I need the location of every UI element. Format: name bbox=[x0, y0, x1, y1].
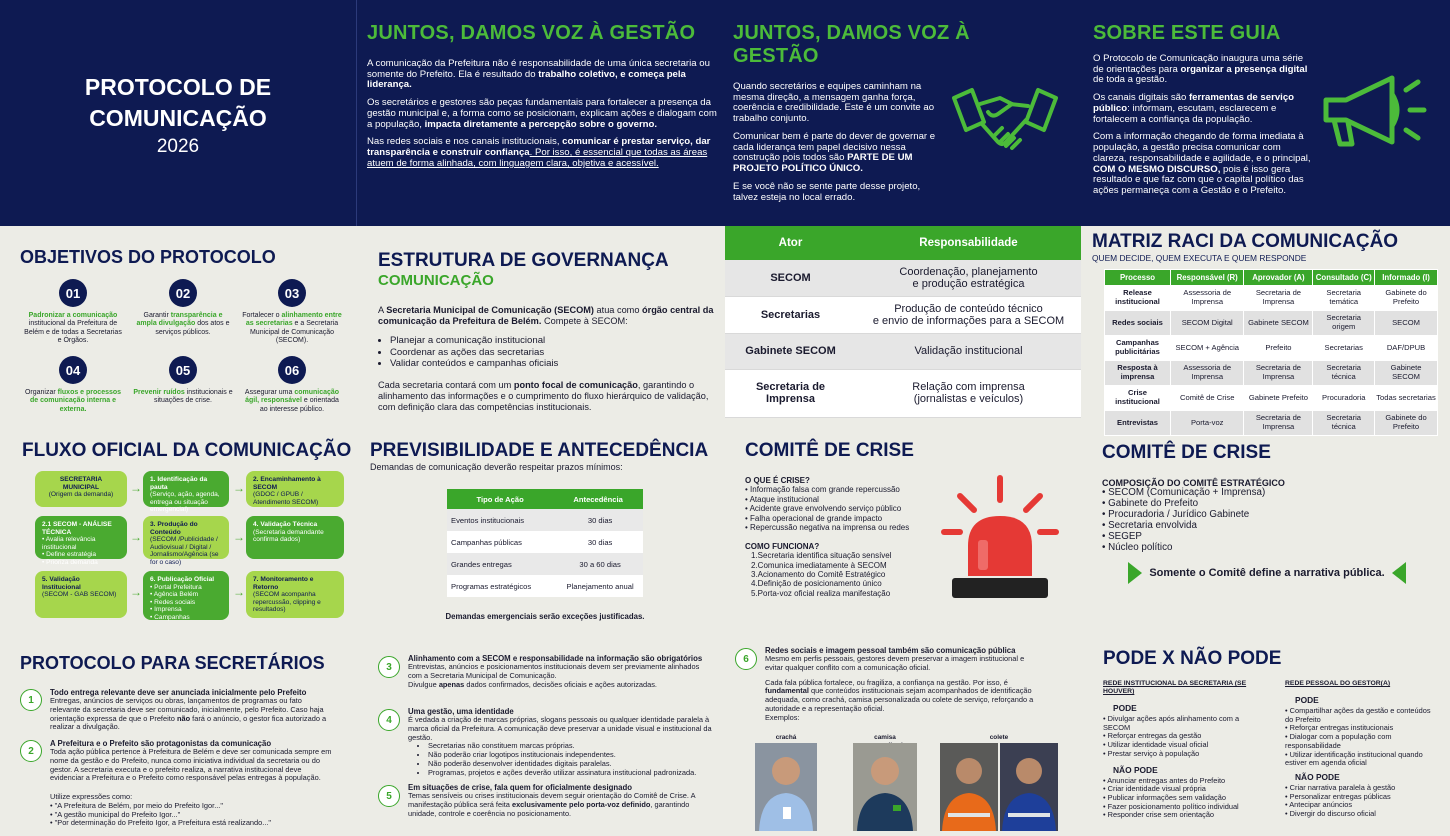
secretarios-title: PROTOCOLO PARA SECRETÁRIOS bbox=[20, 653, 325, 673]
table-row bbox=[1105, 336, 1438, 361]
governanca-intro: A Secretaria Municipal de Comunicação (SECOM) atua como órgão central da comunicação da Prefeitura de Belém. Compete à SECOM: bbox=[378, 305, 714, 327]
list-item: • Reforçar entregas institucionais bbox=[1285, 723, 1394, 733]
list-item: • Procuradoria / Jurídico Gabinete bbox=[1102, 508, 1250, 520]
table-cell: Porta-voz bbox=[1171, 411, 1244, 436]
table-cell: Prefeito bbox=[1244, 336, 1313, 361]
step-badge: 1 bbox=[20, 689, 42, 711]
table-cell: DAF/DPUB bbox=[1375, 336, 1438, 361]
step-badge: 5 bbox=[378, 785, 400, 807]
list-item: 4.Definição de posicionamento único bbox=[751, 579, 882, 589]
list-item: • Falha operacional de grande impacto bbox=[745, 513, 883, 523]
flow-step-title: 7. Monitoramento e Retorno bbox=[253, 576, 314, 591]
flow-arrow-icon: → bbox=[130, 530, 142, 544]
objective-text-b: institucional da Prefeitura de Belém e de todas a Secretarias e Órgãos. bbox=[24, 320, 122, 344]
flow-step-desc: (Origem da demanda) bbox=[48, 491, 114, 499]
table-cell: Gabinete do Prefeito bbox=[1375, 286, 1438, 311]
flow-step-desc: • Portal Prefeitura • Agência Belém • Redes sociais • Imprensa • Campanhas bbox=[150, 583, 202, 621]
objective-text bbox=[23, 312, 123, 345]
flow-step-title: 2. Encaminhamento à SECOM bbox=[253, 476, 321, 491]
objective-text-highlight: transparência e ampla divulgação bbox=[136, 312, 223, 328]
flow-arrow-icon: → bbox=[130, 585, 142, 599]
table-cell: SECOM bbox=[1375, 311, 1438, 336]
flow-arrow-icon: → bbox=[233, 585, 245, 599]
flow-step-desc: • Avalia relevância institucional • Define estratégia • Prioriza demanda bbox=[42, 536, 98, 566]
secretarios-item-5: Em situações de crise, fala quem for oficialmente designado Temas sensíveis ou crises institucionais devem seguir orientação do Comitê de Crise. A manifestação pública será feita exclusivamente pelo porta-voz definido, garantindo unidade, controle e coerência no posicionamento. bbox=[408, 783, 696, 818]
list-item: • Criar narrativa paralela à gestão bbox=[1285, 782, 1396, 792]
list-item: • Secretaria envolvida bbox=[1102, 519, 1197, 531]
objective-badge: 02 bbox=[169, 279, 197, 307]
crise-list bbox=[745, 485, 945, 532]
divider bbox=[356, 0, 357, 226]
objective-text-highlight: alinhamento entre as secretarias bbox=[245, 312, 342, 328]
list-item: • Acidente grave envolvendo serviço público bbox=[745, 504, 902, 514]
list-item: • Programas, projetos e ações deverão utilizar assinatura institucional padronizada. bbox=[428, 769, 713, 778]
cover-title: PROTOCOLO DE COMUNICAÇÃO bbox=[84, 74, 272, 132]
table-row: Secretarias Produção de conteúdo técnico e envio de informações para a SECOM bbox=[725, 296, 1081, 333]
previsibilidade-subtitle: Demandas de comunicação deverão respeitar prazos mínimos: bbox=[370, 462, 623, 472]
flow-step-title: 4. Validação Técnica bbox=[253, 521, 318, 528]
table-cell: Gabinete SECOM bbox=[1244, 311, 1313, 336]
table-row: Secretaria de Imprensa Relação com imprensa (jornalistas e veículos) bbox=[725, 369, 1081, 417]
objective-badge: 04 bbox=[59, 356, 87, 384]
photo-cracha bbox=[755, 743, 817, 831]
list-item: • Informação falsa com grande repercussão bbox=[745, 485, 900, 495]
governanca-list bbox=[378, 335, 718, 370]
objective-text-highlight: Prevenir ruídos bbox=[133, 389, 185, 396]
list-item: • Núcleo político bbox=[1102, 541, 1173, 553]
flow-step-title: SECRETARIA MUNICIPAL bbox=[59, 476, 103, 491]
objective-text-a: Organizar bbox=[24, 389, 58, 396]
pode-col-pessoal: REDE PESSOAL DO GESTOR(A) PODE • Compartilhar ações da gestão e conteúdos do Prefeito • Reforçar entregas institucionais • Dialogar com a população com responsabilidade • Utilizar identificação institucional quando estiver em agenda oficial NÃO PODE • Criar narrativa paralela à gestão • Personalizar entregas públicas • Antecipar anúncios • Divergir do discurso oficial bbox=[1285, 680, 1435, 819]
list-item: • Compartilhar ações da gestão e conteúdos do Prefeito bbox=[1285, 705, 1431, 724]
prazos-table bbox=[447, 489, 643, 597]
flow-step-desc: (SECOM - GAB SECOM) bbox=[42, 591, 117, 599]
table-header: Ator Responsabilidade bbox=[725, 226, 1081, 260]
table-row: Programas estratégicos Planejamento anual bbox=[447, 575, 643, 597]
list-item: • Responder crise sem orientação bbox=[1103, 810, 1215, 820]
table-cell: Assessoria de Imprensa bbox=[1171, 361, 1244, 386]
list-item: • Validar conteúdos e campanhas oficiais bbox=[390, 358, 718, 370]
table-cell: Assessoria de Imprensa bbox=[1171, 286, 1244, 311]
objective-badge: 06 bbox=[278, 356, 306, 384]
governanca-title: ESTRUTURA DE GOVERNANÇA bbox=[378, 250, 669, 271]
objective-text-b: e a Secretaria Municipal de Comunicação (SECOM). bbox=[249, 320, 339, 344]
atores-table bbox=[725, 226, 1081, 418]
secretarios-item-3: Alinhamento com a SECOM e responsabilidade na informação são obrigatórios Entrevistas, anúncios e posicionamentos institucionais devem ser previamente alinhados com a Secretaria Municipal de Comunicação. Divulgue apenas dados confirmados, decisões oficiais e ações autorizadas. bbox=[408, 654, 703, 689]
table-cell: Secretaria técnica bbox=[1313, 361, 1375, 386]
list-item: 2.Comunica imediatamente à SECOM bbox=[751, 560, 887, 570]
objective-text bbox=[133, 389, 233, 406]
flow-step bbox=[35, 471, 127, 507]
table-cell: Campanhas publicitárias bbox=[1105, 336, 1171, 361]
table-row: Campanhas públicas 30 dias bbox=[447, 531, 643, 553]
list-item: • Coordenar as ações das secretarias bbox=[390, 347, 718, 359]
table-row: Grandes entregas 30 a 60 dias bbox=[447, 553, 643, 575]
flow-step-title: 2.1 SECOM - ANÁLISE TÉCNICA bbox=[42, 521, 112, 536]
table-cell: Gabinete SECOM bbox=[1375, 361, 1438, 386]
objective-text-highlight: comunicação ágil, responsável bbox=[245, 389, 340, 405]
megaphone-icon bbox=[1318, 70, 1430, 156]
table-cell: Secretaria de Imprensa bbox=[1244, 411, 1313, 436]
photo-colete-2 bbox=[1000, 743, 1058, 831]
list-item: • Dialogar com a população com responsabilidade bbox=[1285, 732, 1392, 750]
panel-title: JUNTOS, DAMOS VOZ À GESTÃO bbox=[367, 22, 696, 44]
flow-step bbox=[143, 571, 229, 620]
crise-title: COMITÊ DE CRISE bbox=[745, 440, 914, 461]
juntos-panel-1 bbox=[367, 22, 723, 177]
flow-step bbox=[143, 516, 229, 566]
panel-body: Quando secretários e equipes caminham na mesma direção, a mensagem ganha força, coerência e credibilidade. Este é um convite ao trabalho conjunto. Comunicar bem é parte do dever de governar e cada liderança tem papel decisivo nessa construção pois todos são PARTE DE UM PROJETO POLÍTICO ÚNICO. E se você não se sente parte desse projeto, talvez esteja no local errado. bbox=[733, 81, 936, 203]
table-header: Tipo de Ação Antecedência bbox=[447, 489, 643, 509]
previsibilidade-title: PREVISIBILIDADE E ANTECEDÊNCIA bbox=[370, 440, 709, 461]
siren-icon bbox=[938, 470, 1062, 604]
list-item: 5.Porta-voz oficial realiza manifestação bbox=[751, 588, 891, 598]
table-cell: Secretaria técnica bbox=[1313, 411, 1375, 436]
arrow-left-icon bbox=[1392, 562, 1406, 584]
list-item: • Secretarias não constituem marcas próprias. bbox=[428, 742, 713, 751]
flow-step-title: 1. Identificação da pauta bbox=[150, 476, 208, 491]
table-cell: Redes sociais bbox=[1105, 311, 1171, 336]
panel-body: O Protocolo de Comunicação inaugura uma série de orientações para organizar a presença digital de toda a gestão. Os canais digitais são ferramentas de serviço público: informam, escutam, esclarecem e fortalecem a confiança da população. Com a informação chegando de forma imediata à população, a gestão precisa comunicar com clareza, responsabilidade e agilidade, e o principal, COM O MESMO DISCURSO, pois é isso gera resultado e que faz com que o capital político das ações permaneça com a Gestão e o Prefeito. bbox=[1093, 53, 1311, 197]
governanca-subtitle: COMUNICAÇÃO bbox=[378, 272, 494, 289]
table-cell: Gabinete do Prefeito bbox=[1375, 411, 1438, 436]
list-item: • Reforçar entregas da gestão bbox=[1103, 731, 1202, 741]
governanca-note: Cada secretaria contará com um ponto focal de comunicação, garantindo o alinhamento das informações e o cumprimento do fluxo hierárquico de validação, com definição clara das competências institucionais. bbox=[378, 379, 709, 412]
table-cell: Release institucional bbox=[1105, 286, 1171, 311]
table-cell: Secretaria de Imprensa bbox=[1244, 361, 1313, 386]
protocol-poster: PROTOCOLO DE COMUNICAÇÃO 2026 JUNTOS, DAMOS VOZ À GESTÃO A comunicação da Prefeitura não é responsabilidade de uma única secretaria ou somente do Prefeito. Ela é resultado do trabalho coletivo, e começa pela liderança. Os secretários e gestores são peças fundamentais para fortalecer a presença da gestão municipal e, a forma como se posicionam, explicam ações e dialogam com a população, impacta diretamente a percepção sobre o governo. Nas redes sociais e nos canais institucionais, comunicar é prestar serviço, dar transparência e construir confiança. Por isso, é essencial que todas as áreas atuem de forma alinhada, com linguagem clara, objetiva e acessível. JUNTOS, DAMOS VOZ À GESTÃO Quando secretários e equipes caminham na mesma direção, a mensagem ganha força, coerência e credibilidade. Este é um convite ao trabalho conjunto. Comunicar bem é parte do dever de governar e cada liderança tem papel decisivo nessa construção pois todos são PARTE DE UM PROJETO POLÍTICO ÚNICO. E se você não se sente parte desse projeto, talvez esteja no local errado. SOBRE ESTE GUIA O Protocolo de Comunicação inaugura uma série de orientações para organizar a presença digital de toda a gestão. Os canais digitais são ferramentas de serviço público: informam, escutam, esclarecem e fortalecem a confiança da população. Com a informação chegando de forma imediata à população, a gestão precisa comunicar com clareza, responsabilidade e agilidade, e o principal, COM O MESMO DISCURSO, pois é isso gera resultado e que faz com que o capital político das ações permaneça com a Gestão e o Prefeito. OBJETIVOS DO PROTOCOLO 01 Padronizar a comunicação institucional da Prefeitura de Belém e de todas a Secretarias e Órgãos. 02 Garantir transparência e ampla divulgação dos atos e serviços públicos. 03 Fortalecer o alinhamento entre as secretarias e a Secretaria Municipal de Comunicação (SECOM). 04 Organizar fluxos e processos de comunicação interna e externa. 05 Prevenir ruídos institucionais e situações de crise. 06 Assegurar uma comunicação ágil, responsável e orientada ao interesse público. ESTRUTURA DE GOVERNANÇA COMUNICAÇÃO A Secretaria Municipal de Comunicação (SECOM) atua como órgão central da comunicação da Prefeitura de Belém. Compete à SECOM: • Planejar a comunicação institucional • Coordenar as ações das secretarias • Validar conteúdos e campanhas oficiais Cada secretaria contará com um ponto focal de comunicação, garantindo o alinhamento das informações e o cumprimento do fluxo hierárquico de validação, com definição clara das competências institucionais. Ator Responsabilidade SECOM Coordenação, planejamento e produção estratégica Secretarias Produção de conteúdo técnico e envio de informações para a SECOM Gabinete SECOM Validação institucional Secretaria de Imprensa Relação com imprensa (jornalistas e veículos) MATRIZ RACI DA COMUNICAÇÃO QUEM DECIDE, QUEM EXECUTA E QUEM RESPONDE Processo Responsável (R) Aprovador (A) Consultado (C) Informado (I) Release institucional Assessoria de Imprensa Secretaria de Imprensa Secretaria temática Gabinete do Prefeito Redes sociais SECOM Digital Gabinete SECOM Secretaria origem SECOM Campanhas publicitárias SECOM + Agência Prefeito Secretarias DAF/DPUB Resposta à imprensa Assessoria de Imprensa Secretaria de Imprensa Secretaria técnica Gabinete SECOM Crise institucional Comitê de Crise Gabinete Prefeito Procuradoria Todas secretarias Entrevistas Porta-voz Secretaria de Imprensa Secretaria técnica Gabinete do Prefeito FLUXO OFICIAL DA COMUNICAÇÃO SECRETARIA MUNICIPAL (Origem da demanda) 1. Identificação da pauta (Serviço, ação, agenda, entrega ou situação emergencial) 2. Encaminhamento à SECOM (GDOC / GPUB / Atendimento SECOM) 2.1 SECOM - ANÁLISE TÉCNICA • Avalia relevância institucional • Define estratégia • Prioriza demanda 3. Produção do Conteúdo (SECOM /Publicidade / Audiovisual / Digital / Jornalismo/Agência (se for o caso) 4. Validação Técnica (Secretaria demandante confirma dados) 5. Validação Institucional (SECOM - GAB SECOM) 6. Publicação Oficial • Portal Prefeitura • Agência Belém • Redes sociais • Imprensa • Campanhas 7. Monitoramento e Retorno (SECOM acompanha repercussão, clipping e resultados) → → → → → → PREVISIBILIDADE E ANTECEDÊNCIA Demandas de comunicação deverão respeitar prazos mínimos: Tipo de Ação Antecedência Eventos institucionais 30 dias Campanhas públicas 30 dias Grandes entregas 30 a 60 dias Programas estratégicos Planejamento anual Demandas emergenciais serão exceções justificadas. COMITÊ DE CRISE O QUE É CRISE? • Informação falsa com grande repercussão • Ataque institucional • Acidente grave envolvendo serviço público • Falha operacional de grande impacto • Repercussão negativa na imprensa ou redes COMO FUNCIONA? 1.Secretaria identifica situação sensível 2.Comunica imediatamente à SECOM 3.Acionamento do Comitê Estratégico 4.Definição de posicionamento único 5.Porta-voz oficial realiza manifestação COMITÊ DE CRISE COMPOSIÇÃO DO COMITÊ ESTRATÉGICO • SECOM (Comunicação + Imprensa) • Gabinete do Prefeito • Procuradoria / Jurídico Gabinete • Secretaria envolvida • SEGEP • Núcleo político Somente o Comitê define a narrativa pública. PROTOCOLO PARA SECRETÁRIOS 1 Todo entrega relevante deve ser anunciada inicialmente pelo Prefeito Entregas, anúncios de serviços ou obras, lançamentos de programas ou fato relevante da secretaria deve ser comunicado, inicialmente, pelo Prefeito. Caso haja orientação expressa de que o Prefeito não fará o anúncio, o gestor fica autorizado a realizar a divulgação. 2 A Prefeitura e o Prefeito são protagonistas da comunicação Toda ação pública pertence à Prefeitura de Belém e deve ser comunicada sempre em nome da gestão e do Prefeito, nunca como iniciativa individual da secretaria ou do gestor. A secretaria executa e o prefeito realiza, a narrativa institucional deve evidenciar a Prefeitura e o Prefeito como responsável pelas entregas à população. Utilize expressões como: • "A Prefeitura de Belém, por meio do Prefeito Igor..." • "A gestão municipal do Prefeito Igor..." • "Por determinação do Prefeito Igor, a Prefeitura está realizando..." 3 Alinhamento com a SECOM e responsabilidade na informação são obrigatórios Entrevistas, anúncios e posicionamentos institucionais devem ser previamente alinhados com a Secretaria Municipal de Comunicação. Divulgue apenas dados confirmados, decisões oficiais e ações autorizadas. 4 Uma gestão, uma identidade É vedada a criação de marcas próprias, slogans pessoais ou qualquer identidade paralela à marca oficial da Prefeitura. A comunicação deve preservar a unidade visual e institucional da gestão. • Secretarias não constituem marcas próprias. • Não poderão criar logotipos institucionais independentes. • Não poderão desenvolver identidades digitais paralelas. • Programas, projetos e ações deverão utilizar assinatura institucional padronizada. 5 Em situações de crise, fala quem for oficialmente designado Temas sensíveis ou crises institucionais devem seguir orientação do Comitê de Crise. A manifestação pública será feita exclusivamente pelo porta-voz definido, garantindo unidade, controle e coerência no posicionamento. 6 Redes sociais e imagem pessoal também são comunicação pública Mesmo em perfis pessoais, gestores devem preservar a imagem institucional e evitar qualquer conflito com a comunicação oficial. Cada fala pública fortalece, ou fragiliza, a confiança na gestão. Por isso, é fundamental que conteúdos institucionais sejam acompanhados de identificação adequada, como crachá, camisa personalizada ou colete de serviço, reforçando a autoridade e a representação oficial. Exemplos: crachá camisa colete PODE X NÃO PODE REDE INSTITUCIONAL DA SECRETARIA (SE HOUVER) PODE • Divulgar ações após alinhamento com a SECOM • Reforçar entregas da gestão • Utilizar identidade visual oficial • Prestar serviço à população NÃO PODE • Anunciar entregas antes do Prefeito • Criar identidade visual própria • Publicar informações sem validação • Fazer posicionamento político individual • Responder crise sem orientação REDE PESSOAL DO GESTOR(A) PODE • Compartilhar ações da gestão e conteúdos do Prefeito • Reforçar entregas institucionais • Dialogar com a população com responsabilidade • Utilizar identificação institucional quando estiver em agenda oficial NÃO PODE • Criar narrativa paralela à gestão • Personalizar entregas públicas • Antecipar anúncios • Divergir do discurso oficial bbox=[0, 0, 1450, 836]
crise-banner: Somente o Comitê define a narrativa pública. bbox=[1128, 562, 1406, 584]
crise-steps bbox=[745, 551, 945, 598]
crise-panel-2 bbox=[1102, 442, 1422, 554]
table-cell: Secretaria de Imprensa bbox=[1244, 286, 1313, 311]
photo-camisa bbox=[853, 743, 917, 831]
objective-badge: 05 bbox=[169, 356, 197, 384]
flow-arrow-icon: → bbox=[233, 481, 245, 495]
table-cell: Gabinete Prefeito bbox=[1244, 386, 1313, 411]
objective-text bbox=[133, 312, 233, 337]
table-row bbox=[1105, 286, 1438, 311]
step-badge: 6 bbox=[735, 648, 757, 670]
crise-panel-1: COMITÊ DE CRISE O QUE É CRISE? • Informação falsa com grande repercussão • Ataque institucional • Acidente grave envolvendo serviço público • Falha operacional de grande impacto • Repercussão negativa na imprensa ou redes COMO FUNCIONA? 1.Secretaria identifica situação sensível 2.Comunica imediatamente à SECOM 3.Acionamento do Comitê Estratégico 4.Definição de posicionamento único 5.Porta-voz oficial realiza manifestação bbox=[745, 440, 945, 598]
crise-subtitle: COMPOSIÇÃO DO COMITÊ ESTRATÉGICO bbox=[1102, 478, 1285, 488]
objective-text-a: Fortalecer o bbox=[242, 312, 282, 319]
flow-step-desc: (GDOC / GPUB / Atendimento SECOM) bbox=[253, 491, 319, 506]
objective-text-a: Padronizar a comunicação bbox=[28, 312, 118, 319]
flow-step bbox=[246, 516, 344, 559]
crise-composition-list bbox=[1102, 488, 1422, 554]
secretarios-item-1: Todo entrega relevante deve ser anunciada inicialmente pelo Prefeito Entregas, anúncios de serviços ou obras, lançamentos de programas ou fato relevante da secretaria deve ser comunicado, inicialmente, pelo Prefeito. Caso haja orientação expressa de que o Prefeito não fará o anúncio, o gestor fica autorizado a realizar a divulgação. bbox=[50, 688, 327, 732]
objective-badge: 03 bbox=[278, 279, 306, 307]
flow-step-desc: (SECOM acompanha repercussão, clipping e resultados) bbox=[253, 591, 321, 614]
raci-subtitle: QUEM DECIDE, QUEM EXECUTA E QUEM RESPONDE bbox=[1092, 253, 1307, 263]
list-item: • Antecipar anúncios bbox=[1285, 800, 1353, 810]
table-cell: Entrevistas bbox=[1105, 411, 1171, 436]
table-row bbox=[1105, 361, 1438, 386]
table-row bbox=[1105, 311, 1438, 336]
raci-title: MATRIZ RACI DA COMUNICAÇÃO bbox=[1092, 231, 1399, 252]
flow-step bbox=[35, 571, 127, 618]
flow-step-title: 5. Validação Institucional bbox=[42, 576, 81, 591]
handshake-icon bbox=[950, 84, 1060, 166]
objective-text-highlight: fluxos e processos de comunicação interna e externa. bbox=[30, 389, 122, 413]
flow-step bbox=[35, 516, 127, 566]
list-item: • Ataque institucional bbox=[745, 494, 819, 504]
table-row bbox=[1105, 411, 1438, 436]
list-item: • Utilizar identidade visual oficial bbox=[1103, 740, 1209, 750]
objective-text-b: dos atos e serviços públicos. bbox=[155, 320, 230, 336]
pode-col-institucional: REDE INSTITUCIONAL DA SECRETARIA (SE HOUVER) PODE • Divulgar ações após alinhamento com a SECOM • Reforçar entregas da gestão • Utilizar identidade visual oficial • Prestar serviço à população NÃO PODE • Anunciar entregas antes do Prefeito • Criar identidade visual própria • Publicar informações sem validação • Fazer posicionamento político individual • Responder crise sem orientação bbox=[1103, 680, 1268, 820]
cover-block bbox=[0, 72, 356, 158]
objective-badge: 01 bbox=[59, 279, 87, 307]
previsibilidade-note: Demandas emergenciais serão exceções justificadas. bbox=[445, 612, 645, 621]
cover-year: 2026 bbox=[156, 136, 200, 158]
list-item: • Não poderão desenvolver identidades digitais paralelas. bbox=[428, 760, 713, 769]
list-item: • Divulgar ações após alinhamento com a SECOM bbox=[1103, 713, 1240, 732]
list-item: 1.Secretaria identifica situação sensível bbox=[751, 551, 892, 561]
list-item: • Não poderão criar logotipos institucionais independentes. bbox=[428, 751, 713, 760]
list-item: • SECOM (Comunicação + Imprensa) bbox=[1102, 487, 1266, 498]
table-row: SECOM Coordenação, planejamento e produção estratégica bbox=[725, 260, 1081, 296]
crise-title: COMITÊ DE CRISE bbox=[1102, 442, 1271, 463]
photo-colete-1 bbox=[940, 743, 998, 831]
flow-step bbox=[246, 471, 344, 507]
flow-step-desc: (Secretaria demandante confirma dados) bbox=[253, 528, 324, 544]
list-item: • Anunciar entregas antes do Prefeito bbox=[1103, 775, 1226, 785]
table-row: Eventos institucionais 30 dias bbox=[447, 509, 643, 531]
panel-body: A comunicação da Prefeitura não é responsabilidade de uma única secretaria ou somente do Prefeito. Ela é resultado do trabalho coletivo, e começa pela liderança. Os secretários e gestores são peças fundamentais para fortalecer a presença da gestão municipal e, a forma como se posicionam, explicam ações e dialogam com a população, impacta diretamente a percepção sobre o governo. Nas redes sociais e nos canais institucionais, comunicar é prestar serviço, dar transparência e construir confiança. Por isso, é essencial que todas as áreas atuem de forma alinhada, com linguagem clara, objetiva e acessível. bbox=[367, 58, 717, 169]
list-item: • Publicar informações sem validação bbox=[1103, 792, 1226, 802]
raci-body bbox=[1105, 286, 1438, 436]
list-item: • Personalizar entregas públicas bbox=[1285, 791, 1391, 801]
previsibilidade-panel bbox=[370, 440, 720, 473]
flow-step-desc: (SECOM /Publicidade / Audiovisual / Digital / Jornalismo/Agência (se for o caso) bbox=[150, 536, 219, 566]
arrow-right-icon bbox=[1128, 562, 1142, 584]
list-item: • Utilizar identificação institucional quando estiver em agenda oficial bbox=[1285, 749, 1423, 768]
step-badge: 4 bbox=[378, 709, 400, 731]
objective-text-a: Garantir bbox=[143, 312, 171, 319]
list-item: • Gabinete do Prefeito bbox=[1102, 497, 1199, 509]
list-item: • Divergir do discurso oficial bbox=[1285, 809, 1376, 819]
table-cell: Crise institucional bbox=[1105, 386, 1171, 411]
pode-title: PODE X NÃO PODE bbox=[1103, 648, 1282, 669]
panel-title: SOBRE ESTE GUIA bbox=[1093, 22, 1281, 44]
list-item: • Criar identidade visual própria bbox=[1103, 784, 1206, 794]
objective-text bbox=[242, 312, 342, 345]
table-cell: SECOM + Agência bbox=[1171, 336, 1244, 361]
list-item: • Prestar serviço à população bbox=[1103, 748, 1200, 758]
raci-table bbox=[1104, 269, 1438, 436]
secretarios-item-2: A Prefeitura e o Prefeito são protagonistas da comunicação Toda ação pública pertence à Prefeitura de Belém e deve ser comunicada sempre em nome da gestão e do Prefeito, nunca como iniciativa individual da secretaria ou do gestor. A secretaria executa e o prefeito realiza, a narrativa institucional deve evidenciar a Prefeitura e o Prefeito como responsável pelas entregas à população. Utilize expressões como: • "A Prefeitura de Belém, por meio do Prefeito Igor..." • "A gestão municipal do Prefeito Igor..." • "Por determinação do Prefeito Igor, a Prefeitura está realizando..." bbox=[50, 739, 332, 828]
flow-step-title: 6. Publicação Oficial bbox=[150, 576, 215, 583]
table-cell: Comitê de Crise bbox=[1171, 386, 1244, 411]
raci-panel bbox=[1092, 231, 1442, 263]
flow-step-title: 3. Produção do Conteúdo bbox=[150, 521, 198, 536]
list-item: • Fazer posicionamento político individual bbox=[1103, 801, 1239, 811]
flow-arrow-icon: → bbox=[130, 481, 142, 495]
secretarios-item-4: Uma gestão, uma identidade É vedada a criação de marcas próprias, slogans pessoais ou qualquer identidade paralela à marca oficial da Prefeitura. A comunicação deve preservar a unidade visual e institucional da gestão. • Secretarias não constituem marcas próprias. • Não poderão criar logotipos institucionais independentes. • Não poderão desenvolver identidades digitais paralelas. • Programas, projetos e ações deverão utilizar assinatura institucional padronizada. bbox=[408, 707, 713, 777]
table-cell: SECOM Digital bbox=[1171, 311, 1244, 336]
table-row: Gabinete SECOM Validação institucional bbox=[725, 333, 1081, 369]
panel-title: JUNTOS, DAMOS VOZ À GESTÃO bbox=[733, 22, 970, 67]
flow-step-desc: (Serviço, ação, agenda, entrega ou situação emergencial) bbox=[150, 491, 220, 514]
table-cell: Procuradoria bbox=[1313, 386, 1375, 411]
table-header: Processo Responsável (R) Aprovador (A) Consultado (C) Informado (I) bbox=[1105, 270, 1438, 286]
list-item: • Repercussão negativa na imprensa ou redes bbox=[745, 523, 910, 533]
list-item: • SEGEP bbox=[1102, 530, 1142, 542]
objective-text-b: e orientada ao interesse público. bbox=[259, 397, 339, 413]
list-item: 3.Acionamento do Comitê Estratégico bbox=[751, 569, 886, 579]
objective-text bbox=[242, 389, 342, 414]
step-badge: 2 bbox=[20, 740, 42, 762]
table-cell: Todas secretarias bbox=[1375, 386, 1438, 411]
table-cell: Secretarias bbox=[1313, 336, 1375, 361]
list-item: • Planejar a comunicação institucional bbox=[390, 335, 718, 347]
secretarios-item-6: Redes sociais e imagem pessoal também são comunicação pública Mesmo em perfis pessoais, gestores devem preservar a imagem institucional e evitar qualquer conflito com a comunicação oficial. Cada fala pública fortalece, ou fragiliza, a confiança na gestão. Por isso, é fundamental que conteúdos institucionais sejam acompanhados de identificação adequada, como crachá, camisa personalizada ou colete de serviço, reforçando a autoridade e a representação oficial. Exemplos: bbox=[765, 646, 1034, 722]
objective-text bbox=[23, 389, 123, 414]
objective-text-a: Assegurar uma bbox=[244, 389, 295, 396]
table-cell: Secretaria origem bbox=[1313, 311, 1375, 336]
objective-text-b: institucionais e situações de crise. bbox=[154, 389, 233, 405]
table-cell: Secretaria temática bbox=[1313, 286, 1375, 311]
table-row bbox=[1105, 386, 1438, 411]
flow-step bbox=[143, 471, 229, 514]
flow-arrow-icon: → bbox=[233, 530, 245, 544]
objetivos-title: OBJETIVOS DO PROTOCOLO bbox=[20, 247, 276, 267]
table-cell: Resposta à imprensa bbox=[1105, 361, 1171, 386]
governanca-panel bbox=[378, 250, 718, 413]
step-badge: 3 bbox=[378, 656, 400, 678]
flow-step bbox=[246, 571, 344, 618]
fluxo-title: FLUXO OFICIAL DA COMUNICAÇÃO bbox=[22, 440, 352, 461]
